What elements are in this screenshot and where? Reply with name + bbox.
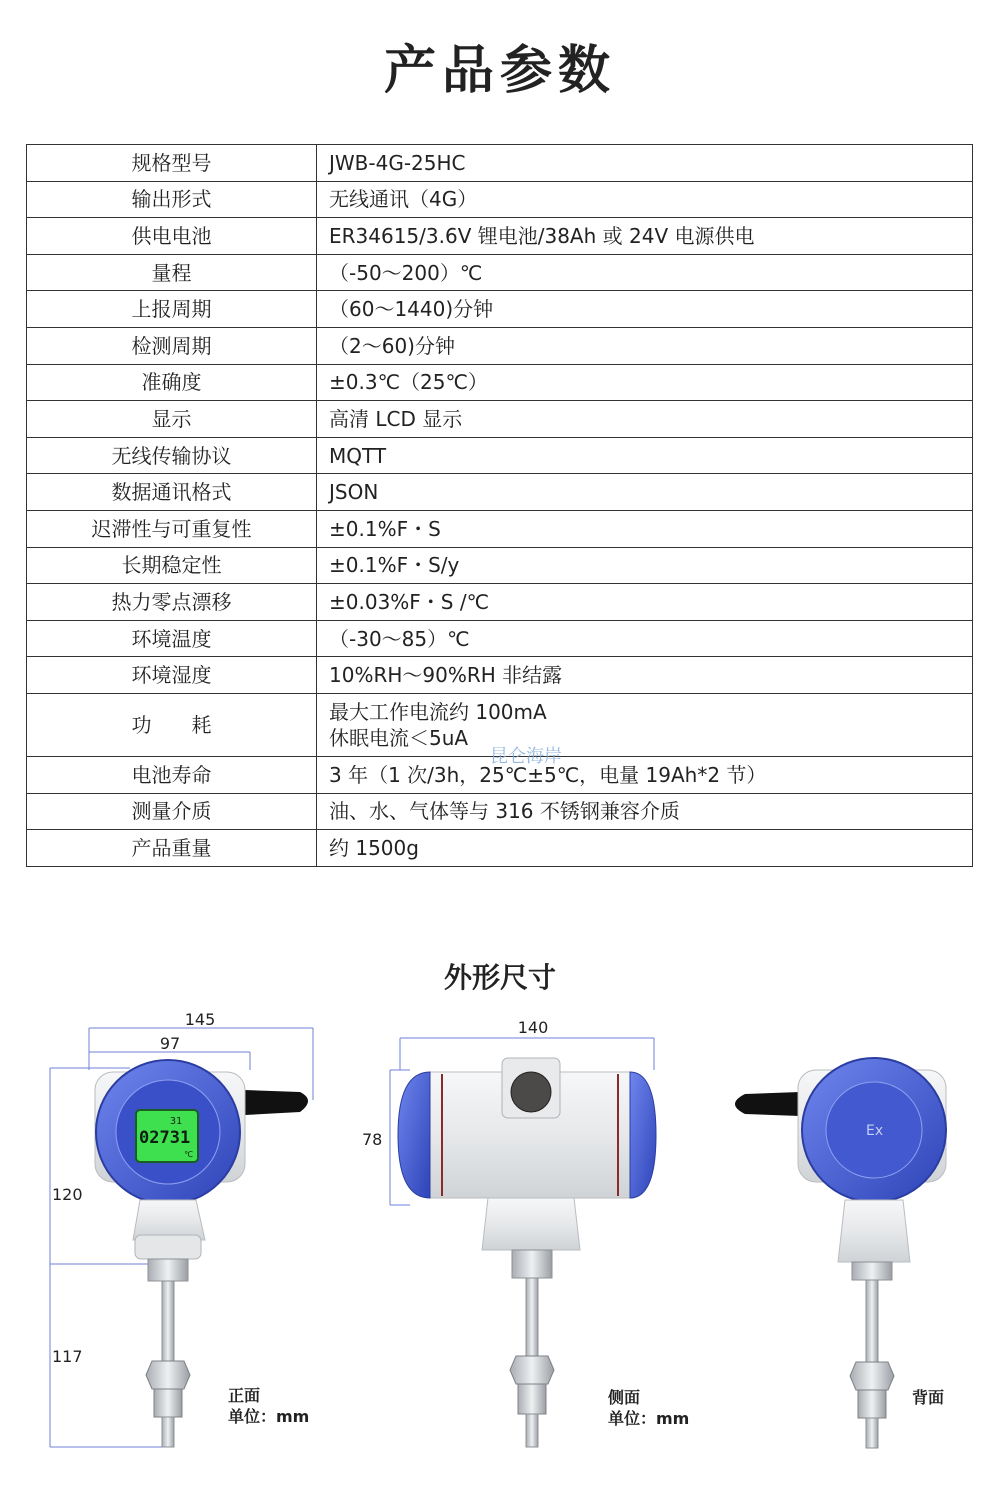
spec-value — [317, 437, 973, 474]
spec-key: 产品重量 — [27, 830, 317, 867]
page-title: 产品参数 — [383, 41, 616, 101]
table-row — [27, 830, 973, 867]
table-row — [27, 218, 973, 255]
spec-value — [317, 327, 973, 364]
spec-value — [317, 401, 973, 438]
dim-front-total-width: 145 — [184, 1010, 216, 1029]
table-row — [27, 620, 973, 657]
table-row — [27, 584, 973, 621]
spec-value — [317, 793, 973, 830]
spec-key: 功 耗 — [27, 693, 317, 756]
spec-value-line: 约 1500g — [329, 835, 419, 860]
spec-key: 热力零点漂移 — [27, 584, 317, 621]
spec-value — [317, 181, 973, 218]
spec-value-line: JSON — [329, 480, 379, 505]
caption-back-label: 背面 — [912, 1388, 945, 1407]
spec-key: 迟滞性与可重复性 — [27, 510, 317, 547]
spec-value — [317, 547, 973, 584]
table-row — [27, 327, 973, 364]
dim-front-probe-height: 117 — [52, 1347, 83, 1366]
spec-value-line: （-50～200）℃ — [329, 260, 483, 285]
caption-side-label: 侧面 — [608, 1388, 641, 1407]
dim-side-width: 140 — [517, 1018, 549, 1037]
spec-value-line: ±0.3℃（25℃） — [329, 370, 488, 395]
lcd-unit: ℃ — [184, 1150, 193, 1159]
spec-key: 输出形式 — [27, 181, 317, 218]
spec-value — [317, 510, 973, 547]
spec-value-line: ±0.1%F・S/y — [329, 553, 460, 578]
spec-key: 显示 — [27, 401, 317, 438]
spec-value-line: 无线通讯（4G） — [329, 187, 478, 212]
spec-key: 检测周期 — [27, 327, 317, 364]
spec-value-line: JWB-4G-25HC — [329, 150, 466, 175]
spec-key: 环境湿度 — [27, 657, 317, 694]
spec-key: 准确度 — [27, 364, 317, 401]
spec-key: 测量介质 — [27, 793, 317, 830]
spec-value — [317, 474, 973, 511]
caption-front — [228, 1386, 309, 1428]
caption-back — [912, 1388, 944, 1409]
spec-key: 供电电池 — [27, 218, 317, 255]
spec-value-line: 10%RH～90%RH 非结露 — [329, 663, 563, 688]
spec-value-line: 3 年（1 次/3h，25℃±5℃，电量 19Ah*2 节） — [329, 762, 767, 787]
spec-value — [317, 218, 973, 255]
spec-value — [317, 657, 973, 694]
dimension-drawing — [0, 1000, 1000, 1480]
caption-front-unit: 单位：mm — [228, 1406, 310, 1426]
lcd-line1: 31 — [170, 1116, 183, 1127]
spec-value-line: 最大工作电流约 100mA — [329, 699, 547, 724]
spec-value — [317, 291, 973, 328]
spec-value-line: （2～60)分钟 — [329, 333, 455, 358]
spec-key: 无线传输协议 — [27, 437, 317, 474]
table-row — [27, 145, 973, 182]
spec-value-line: 休眠电流＜5uA — [329, 725, 469, 750]
spec-key: 数据通讯格式 — [27, 474, 317, 511]
caption-side — [608, 1388, 689, 1430]
spec-value — [317, 254, 973, 291]
spec-value-line: （60～1440)分钟 — [329, 297, 494, 322]
table-row — [27, 181, 973, 218]
spec-value-line: 高清 LCD 显示 — [329, 406, 463, 431]
spec-value — [317, 364, 973, 401]
table-row — [27, 793, 973, 830]
dim-front-head-width: 97 — [159, 1034, 181, 1053]
caption-front-label: 正面 — [228, 1386, 261, 1405]
table-row — [27, 291, 973, 328]
watermark: 昆仑海岸 — [490, 746, 562, 767]
spec-value — [317, 693, 973, 756]
lcd-line2: 02731 — [139, 1128, 191, 1148]
table-row — [27, 474, 973, 511]
spec-key: 环境温度 — [27, 620, 317, 657]
spec-value-line: MQTT — [329, 443, 387, 468]
spec-value — [317, 756, 973, 793]
table-row — [27, 510, 973, 547]
spec-value — [317, 145, 973, 182]
spec-key: 电池寿命 — [27, 756, 317, 793]
spec-key: 量程 — [27, 254, 317, 291]
antenna-icon — [245, 1090, 308, 1115]
dim-side-height: 78 — [362, 1130, 383, 1149]
spec-value — [317, 620, 973, 657]
table-row — [27, 364, 973, 401]
spec-key: 规格型号 — [27, 145, 317, 182]
table-row — [27, 657, 973, 694]
table-row — [27, 401, 973, 438]
table-row — [27, 547, 973, 584]
spec-value-line: ±0.1%F・S — [329, 516, 441, 541]
ex-mark: Ex — [866, 1123, 884, 1139]
spec-key: 长期稳定性 — [27, 547, 317, 584]
spec-value-line: 油、水、气体等与 316 不锈钢兼容介质 — [329, 799, 680, 824]
spec-value-line: ER34615/3.6V 锂电池/38Ah 或 24V 电源供电 — [329, 223, 755, 248]
caption-side-unit: 单位：mm — [608, 1408, 690, 1428]
table-row — [27, 254, 973, 291]
spec-value-line: ±0.03%F・S /℃ — [329, 589, 490, 614]
spec-key: 上报周期 — [27, 291, 317, 328]
spec-value — [317, 584, 973, 621]
antenna-icon-back — [735, 1092, 800, 1116]
table-row — [27, 437, 973, 474]
spec-value — [317, 830, 973, 867]
spec-value-line: （-30～85）℃ — [329, 626, 470, 651]
dimension-title: 外形尺寸 — [443, 961, 556, 994]
dim-front-head-height: 120 — [52, 1185, 83, 1204]
